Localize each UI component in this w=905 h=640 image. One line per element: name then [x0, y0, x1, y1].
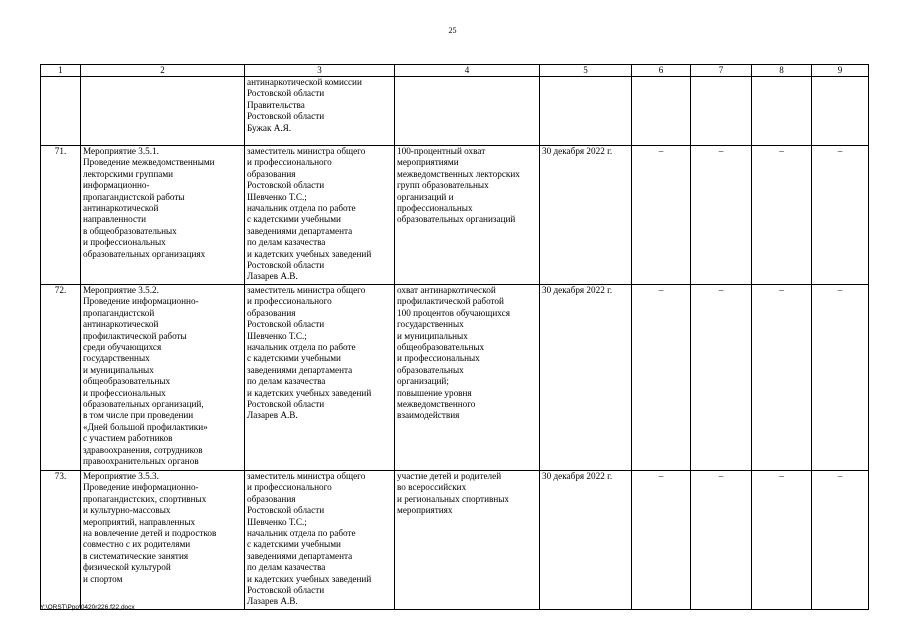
col6-cell: – [632, 285, 691, 471]
row-number-cell [41, 77, 81, 146]
date-cell: 30 декабря 2022 г. [540, 146, 632, 285]
row-number-cell: 72. [41, 285, 81, 471]
col9-cell: – [812, 146, 869, 285]
executor-cell: антинаркотической комиссии Ростовской области Правительства Ростовской области Бужак А.Я. [245, 77, 395, 146]
header-cell: 8 [752, 65, 812, 77]
date-cell: 30 декабря 2022 г. [540, 285, 632, 471]
date-cell: 30 декабря 2022 г. [540, 471, 632, 610]
col8-cell: – [752, 146, 812, 285]
executor-cell: заместитель министра общего и профессионального образования Ростовской области Шевченко Т.С.; начальник отдела по работе с кадетскими учебными заведениями департамента по делам казачества и кадетских учебных заведений Ростовской области Лазарев А.В. [245, 471, 395, 610]
header-cell: 4 [395, 65, 540, 77]
col9-cell: – [812, 471, 869, 610]
col7-cell: – [691, 285, 752, 471]
page-number: 25 [448, 26, 457, 35]
table-row [41, 285, 869, 471]
result-cell: 100-процентный охват мероприятиями межведомственных лекторских групп образовательных организаций и профессиональных образовательных организаций [395, 146, 540, 285]
col9-cell [812, 77, 869, 146]
activities-table [40, 64, 869, 610]
measure-cell: Мероприятие 3.5.1. Проведение межведомственными лекторскими группами информационно- пропагандистской работы антинаркотической направленности в общеобразовательных и профессиональных образовательных организациях [81, 146, 245, 285]
col9-cell: – [812, 285, 869, 471]
header-cell: 1 [41, 65, 81, 77]
row-number-cell: 71. [41, 146, 81, 285]
col7-cell: – [691, 471, 752, 610]
table-row [41, 471, 869, 610]
result-cell: участие детей и родителей во всероссийских и региональных спортивных мероприятиях [395, 471, 540, 610]
date-cell [540, 77, 632, 146]
result-cell: охват антинаркотической профилактической работой 100 процентов обучающихся государственных и муниципальных общеобразовательных и профессиональных образовательных организаций; повышение уровня межведомственного взаимодействия [395, 285, 540, 471]
measure-cell: Мероприятие 3.5.2. Проведение информационно- пропагандистской антинаркотической профилактической работы среди обучающихся государственных и муниципальных общеобразовательных и профессиональных образовательных организаций, в том числе при проведении «Дней большой профилактики» с участием работников здравоохранения, сотрудников правоохранительных органов [81, 285, 245, 471]
header-row [41, 65, 869, 77]
col6-cell [632, 77, 691, 146]
executor-cell: заместитель министра общего и профессионального образования Ростовской области Шевченко Т.С.; начальник отдела по работе с кадетскими учебными заведениями департамента по делам казачества и кадетских учебных заведений Ростовской области Лазарев А.В. [245, 285, 395, 471]
col7-cell: – [691, 146, 752, 285]
measure-cell [81, 77, 245, 146]
executor-cell: заместитель министра общего и профессионального образования Ростовской области Шевченко Т.С.; начальник отдела по работе с кадетскими учебными заведениями департамента по делам казачества и кадетских учебных заведений Ростовской области Лазарев А.В. [245, 146, 395, 285]
col8-cell [752, 77, 812, 146]
col8-cell: – [752, 471, 812, 610]
header-cell: 5 [540, 65, 632, 77]
result-cell [395, 77, 540, 146]
file-path-footer: Y:\ORST\Ppo\0420r226.f22.docx [40, 604, 135, 611]
col6-cell: – [632, 146, 691, 285]
header-cell: 9 [812, 65, 869, 77]
row-number-cell: 73. [41, 471, 81, 610]
header-cell: 2 [81, 65, 245, 77]
measure-cell: Мероприятие 3.5.3. Проведение информационно- пропагандистских, спортивных и культурно-массовых мероприятий, направленных на вовлечение детей и подростков совместно с их родителями в систематические занятия физической культурой и спортом [81, 471, 245, 610]
col6-cell: – [632, 471, 691, 610]
header-cell: 6 [632, 65, 691, 77]
continuation-row [41, 77, 869, 146]
col8-cell: – [752, 285, 812, 471]
header-cell: 7 [691, 65, 752, 77]
header-cell: 3 [245, 65, 395, 77]
table-row [41, 146, 869, 285]
col7-cell [691, 77, 752, 146]
